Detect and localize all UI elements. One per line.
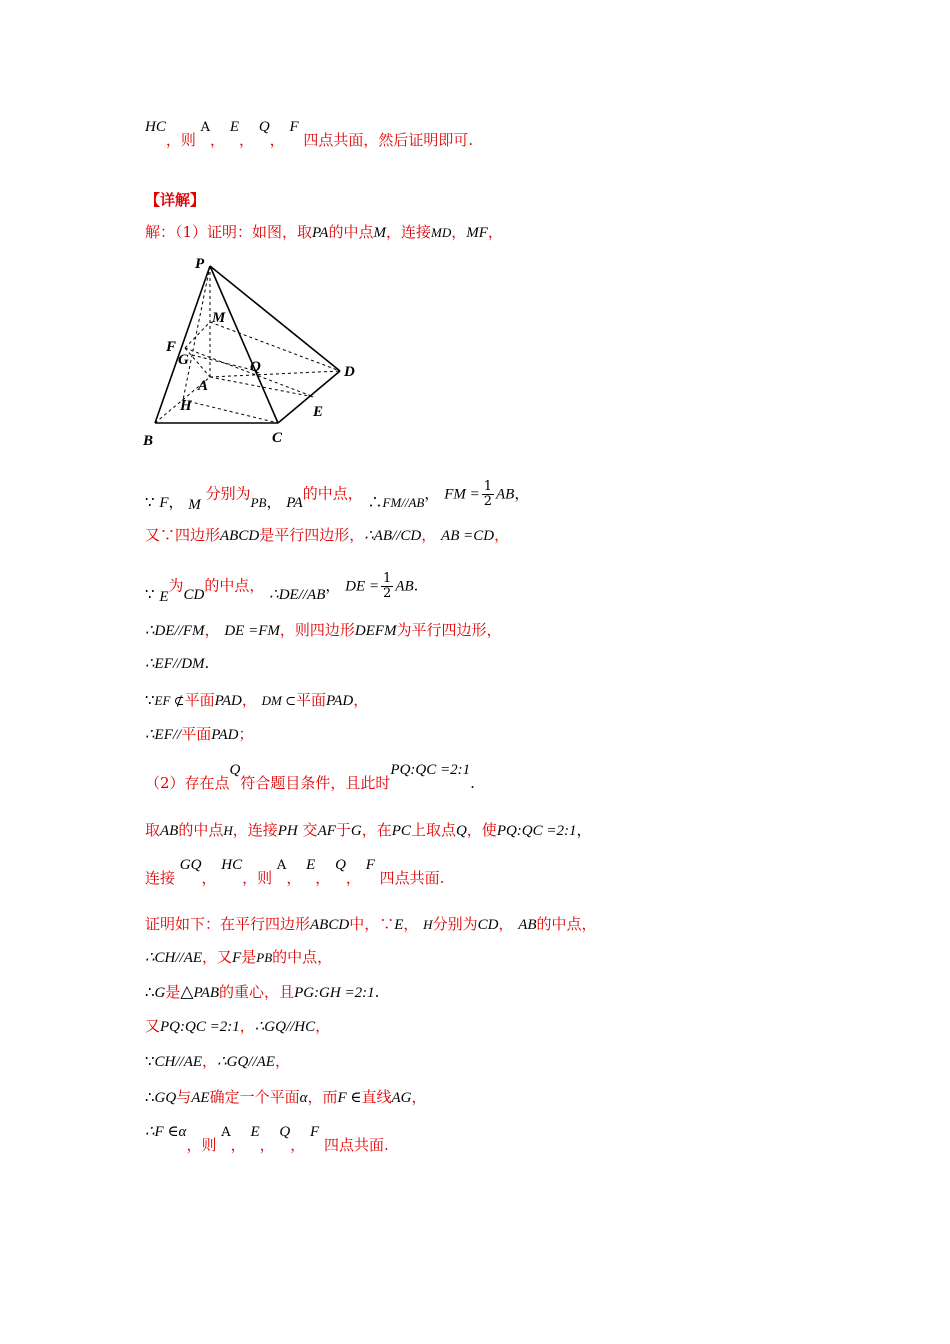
text: 平面 bbox=[296, 691, 327, 709]
math-cd: CD bbox=[477, 917, 499, 933]
therefore-sign: ∴ bbox=[367, 492, 383, 511]
math-e: E bbox=[229, 119, 240, 135]
step-abcd-parallelogram bbox=[145, 525, 509, 546]
label-m: M bbox=[212, 310, 226, 326]
punct: ， bbox=[202, 1052, 218, 1070]
math-ab: AB bbox=[395, 578, 414, 595]
math-a: A bbox=[276, 858, 287, 873]
seg-hc bbox=[183, 400, 278, 423]
text: 分别为 bbox=[205, 484, 251, 503]
text: 交 bbox=[302, 821, 318, 839]
punct: . bbox=[204, 654, 210, 672]
punct: ， bbox=[325, 576, 341, 595]
text: 平面 bbox=[181, 725, 212, 743]
because-sign: ∵ bbox=[145, 584, 155, 603]
text: 的重心，且 bbox=[219, 983, 295, 1001]
math-cd: CD bbox=[183, 586, 205, 603]
punct: ， bbox=[498, 915, 514, 933]
punct: ， bbox=[514, 484, 530, 503]
math-de-eq-fm: DE =FM bbox=[224, 623, 280, 639]
math-ab: AB bbox=[496, 486, 515, 503]
text: 确定一个平面 bbox=[209, 1088, 300, 1106]
math-pad: PAD bbox=[214, 693, 242, 709]
text: 的中点， bbox=[302, 484, 363, 503]
step-ef-parallel-dm bbox=[145, 653, 209, 674]
text-then: 则 bbox=[257, 869, 273, 887]
math-a: A bbox=[221, 1125, 231, 1140]
because-sign: ∵ bbox=[145, 492, 155, 511]
pyramid-figure bbox=[140, 252, 380, 452]
punct: . bbox=[374, 983, 380, 1001]
math-ab-eq-cd: AB =CD bbox=[441, 528, 495, 544]
punct: ， bbox=[186, 1136, 202, 1154]
math-abcd: ABCD bbox=[310, 917, 350, 933]
math-ae: AE bbox=[191, 1090, 210, 1106]
text: 解：（1）证明：如图，取 bbox=[145, 223, 313, 241]
construction-step bbox=[145, 820, 592, 841]
math-pad: PAD bbox=[211, 727, 239, 743]
step-gq-parallel-hc bbox=[145, 1016, 330, 1037]
edge-pd bbox=[210, 266, 340, 371]
edge-ad bbox=[210, 371, 340, 377]
math-gq-parallel-ae: ∴GQ//AE bbox=[217, 1054, 275, 1070]
punct: ， bbox=[494, 526, 510, 544]
math-mf: MF bbox=[466, 225, 488, 241]
math-e: E bbox=[394, 917, 404, 933]
math-hc: HC bbox=[145, 119, 166, 135]
math-gq-parallel-hc: ∴GQ//HC bbox=[254, 1019, 316, 1035]
math-dm-subset: DM ⊂ bbox=[261, 693, 296, 708]
because-sign: ∵ bbox=[145, 691, 155, 709]
step-de-parallel bbox=[145, 571, 419, 605]
because-sign: ∵ bbox=[145, 1052, 155, 1070]
punct: ， bbox=[165, 131, 181, 149]
triangle-symbol: △ bbox=[180, 982, 194, 1002]
text: ，连接 bbox=[232, 821, 278, 839]
punct: ， bbox=[210, 131, 226, 149]
text: 于 bbox=[335, 821, 351, 839]
math-h: H bbox=[423, 917, 433, 932]
math-ef-not-subset: EF ⊄ bbox=[154, 693, 185, 708]
label-d: D bbox=[344, 364, 355, 380]
text: 连接 bbox=[145, 869, 176, 887]
punct: ， bbox=[230, 1136, 246, 1154]
math-ab-parallel-cd: ∴AB//CD bbox=[364, 528, 422, 544]
step-ef-not-in-plane bbox=[145, 690, 368, 711]
punct: ， bbox=[424, 484, 440, 503]
fraction-half bbox=[381, 572, 393, 601]
fraction-half bbox=[482, 480, 494, 509]
proof-intro bbox=[145, 914, 597, 935]
text-then: 则 bbox=[201, 1136, 217, 1154]
label-e: E bbox=[313, 404, 324, 420]
math-ef-parallel: ∴EF// bbox=[145, 727, 182, 743]
text: 又∵四边形 bbox=[145, 526, 221, 544]
punct: ， bbox=[241, 691, 257, 709]
therefore-sign: ∴ bbox=[145, 1088, 155, 1106]
label-g: G bbox=[178, 352, 189, 368]
step-centroid bbox=[145, 982, 379, 1003]
math-q: Q bbox=[335, 857, 346, 873]
text: 与 bbox=[176, 1088, 192, 1106]
text: ，在 bbox=[361, 821, 392, 839]
math-pab: PAB bbox=[193, 985, 220, 1001]
text: ，则四边形 bbox=[279, 621, 355, 639]
math-alpha: α bbox=[299, 1090, 308, 1106]
therefore-sign: ∴ bbox=[145, 983, 155, 1001]
text-then: 则 bbox=[180, 131, 196, 149]
punct: ， bbox=[353, 691, 369, 709]
math-f: F bbox=[365, 857, 375, 873]
label-q: Q bbox=[250, 359, 261, 375]
text: 的中点， bbox=[536, 915, 597, 933]
punct: ， bbox=[411, 1088, 427, 1106]
punct: ， bbox=[345, 869, 361, 887]
text-tail: 四点共面，然后证明即可. bbox=[303, 131, 474, 149]
punct: ； bbox=[238, 725, 254, 743]
text: 的中点 bbox=[178, 821, 224, 839]
math-gq: GQ bbox=[154, 1090, 177, 1106]
text: 取 bbox=[145, 821, 161, 839]
punct: ， bbox=[315, 1017, 331, 1035]
label-a: A bbox=[198, 378, 209, 394]
text: 符合题目条件，且此时 bbox=[240, 774, 391, 792]
punct: ， bbox=[168, 492, 184, 511]
text: ，而 bbox=[307, 1088, 338, 1106]
connect-step bbox=[145, 857, 445, 890]
math-fm-eq: FM = bbox=[444, 486, 480, 503]
math-fm-parallel-ab: FM//AB bbox=[382, 494, 425, 510]
math-pc: PC bbox=[391, 823, 411, 839]
punct: ， bbox=[259, 1136, 275, 1154]
text: 的中点， bbox=[272, 948, 333, 966]
math-q: Q bbox=[258, 119, 270, 135]
label-b: B bbox=[143, 433, 154, 449]
denominator: 2 bbox=[483, 494, 492, 509]
text-tail: 四点共面. bbox=[324, 1136, 389, 1154]
math-pq-qc-ratio: PQ:QC =2:1 bbox=[496, 823, 577, 839]
punct: ， bbox=[421, 526, 437, 544]
text: 为平行四边形， bbox=[396, 621, 502, 639]
text: 又 bbox=[145, 1017, 161, 1035]
math-ab: AB bbox=[160, 823, 179, 839]
text: 是平行四边形， bbox=[259, 526, 365, 544]
text: 的中点 bbox=[328, 223, 374, 241]
punct: ， bbox=[269, 131, 285, 149]
text: 平面 bbox=[184, 691, 215, 709]
math-e: E bbox=[250, 1124, 260, 1140]
math-f: F bbox=[159, 494, 169, 511]
math-abcd: ABCD bbox=[220, 528, 260, 544]
math-g: G bbox=[350, 823, 362, 839]
label-h: H bbox=[180, 398, 192, 414]
punct: ， bbox=[290, 1136, 306, 1154]
numerator: 1 bbox=[483, 479, 492, 494]
math-ph: PH bbox=[277, 823, 298, 839]
step-defm-parallelogram bbox=[145, 620, 502, 641]
text: 证明如下：在平行四边形 bbox=[145, 915, 311, 933]
math-e: E bbox=[306, 857, 316, 873]
math-pa: PA bbox=[312, 225, 329, 241]
line-1-points-coplanar bbox=[145, 119, 474, 152]
text: 是 bbox=[241, 948, 257, 966]
detail-heading: 【详解】 bbox=[145, 191, 206, 209]
math-pa: PA bbox=[286, 494, 303, 511]
denominator: 2 bbox=[383, 586, 392, 601]
punct: ， bbox=[487, 223, 503, 241]
seg-md bbox=[210, 322, 340, 371]
math-f: F bbox=[310, 1124, 320, 1140]
text: 为 bbox=[168, 576, 184, 595]
math-defm: DEFM bbox=[354, 623, 397, 639]
text: 直线 bbox=[361, 1088, 392, 1106]
math-pg-gh-ratio: PG:GH =2:1 bbox=[294, 985, 375, 1001]
punct: ， bbox=[266, 492, 282, 511]
label-c: C bbox=[272, 430, 283, 446]
punct: ， bbox=[204, 621, 220, 639]
math-pad: PAD bbox=[326, 693, 354, 709]
math-hc: HC bbox=[221, 857, 243, 873]
text: ，又 bbox=[202, 948, 233, 966]
punct: ， bbox=[286, 869, 302, 887]
math-m: M bbox=[373, 225, 386, 241]
math-ch-parallel-ae: CH//AE bbox=[154, 1054, 203, 1070]
punct: . bbox=[470, 774, 475, 792]
math-de-parallel-fm: ∴DE//FM bbox=[145, 623, 205, 639]
math-a: A bbox=[200, 120, 211, 135]
math-m: M bbox=[188, 496, 201, 513]
punct: ， bbox=[315, 869, 331, 887]
punct: ， bbox=[274, 1052, 290, 1070]
text: 分别为 bbox=[432, 915, 478, 933]
text: ，连接 bbox=[385, 223, 431, 241]
math-q: Q bbox=[455, 823, 467, 839]
math-pb: PB bbox=[250, 494, 267, 510]
part-2-statement bbox=[145, 762, 475, 794]
math-ef-parallel-dm: ∴EF//DM bbox=[145, 656, 205, 672]
math-e: E bbox=[159, 588, 169, 605]
math-pb: PB bbox=[256, 950, 273, 965]
edge-cd bbox=[278, 371, 340, 423]
math-f-in: F ∈ bbox=[337, 1090, 362, 1106]
punct: ， bbox=[239, 131, 255, 149]
math-q: Q bbox=[279, 1124, 291, 1140]
math-de-parallel-ab: ∴DE//AB bbox=[269, 586, 326, 603]
text-tail: 四点共面. bbox=[379, 869, 445, 887]
punct: . bbox=[413, 576, 419, 595]
math-ab: AB bbox=[518, 917, 537, 933]
text: 上取点 bbox=[410, 821, 456, 839]
math-md: MD bbox=[430, 225, 452, 240]
text: 的中点， bbox=[204, 576, 265, 595]
label-p: P bbox=[195, 256, 205, 272]
math-pq-qc-ratio: PQ:QC =2:1 bbox=[160, 1019, 240, 1035]
math-ch-parallel-ae: ∴CH//AE bbox=[145, 950, 203, 966]
math-de-eq: DE = bbox=[345, 578, 380, 595]
math-f-in-alpha: ∴F ∈α bbox=[145, 1124, 187, 1140]
math-g: G bbox=[154, 985, 166, 1001]
step-ch-parallel-ae bbox=[145, 947, 332, 968]
text: ，使 bbox=[466, 821, 497, 839]
math-ag: AG bbox=[391, 1090, 412, 1106]
punct: ， bbox=[242, 869, 258, 887]
math-gq: GQ bbox=[179, 857, 202, 873]
math-f: F bbox=[232, 950, 242, 966]
punct: ， bbox=[451, 223, 467, 241]
conclusion bbox=[145, 1124, 389, 1157]
punct: ， bbox=[403, 915, 419, 933]
step-ef-parallel-plane bbox=[145, 724, 253, 745]
punct: ， bbox=[576, 821, 592, 839]
text: 中，∵ bbox=[349, 915, 395, 933]
numerator: 1 bbox=[383, 571, 392, 586]
math-h: H bbox=[223, 823, 233, 838]
punct: ， bbox=[201, 869, 217, 887]
text: 是 bbox=[165, 983, 181, 1001]
math-f: F bbox=[289, 119, 299, 135]
text: （2）存在点 bbox=[145, 774, 230, 792]
math-af: AF bbox=[317, 823, 336, 839]
step-gq-parallel-ae bbox=[145, 1051, 290, 1072]
step-fm-parallel bbox=[145, 479, 530, 513]
math-q: Q bbox=[229, 762, 241, 778]
punct: ， bbox=[239, 1017, 255, 1035]
solution-intro bbox=[145, 222, 503, 243]
label-f: F bbox=[166, 339, 177, 355]
edge-pc bbox=[210, 266, 278, 423]
step-plane-alpha bbox=[145, 1087, 427, 1108]
math-pq-qc-ratio: PQ:QC =2:1 bbox=[390, 762, 471, 778]
